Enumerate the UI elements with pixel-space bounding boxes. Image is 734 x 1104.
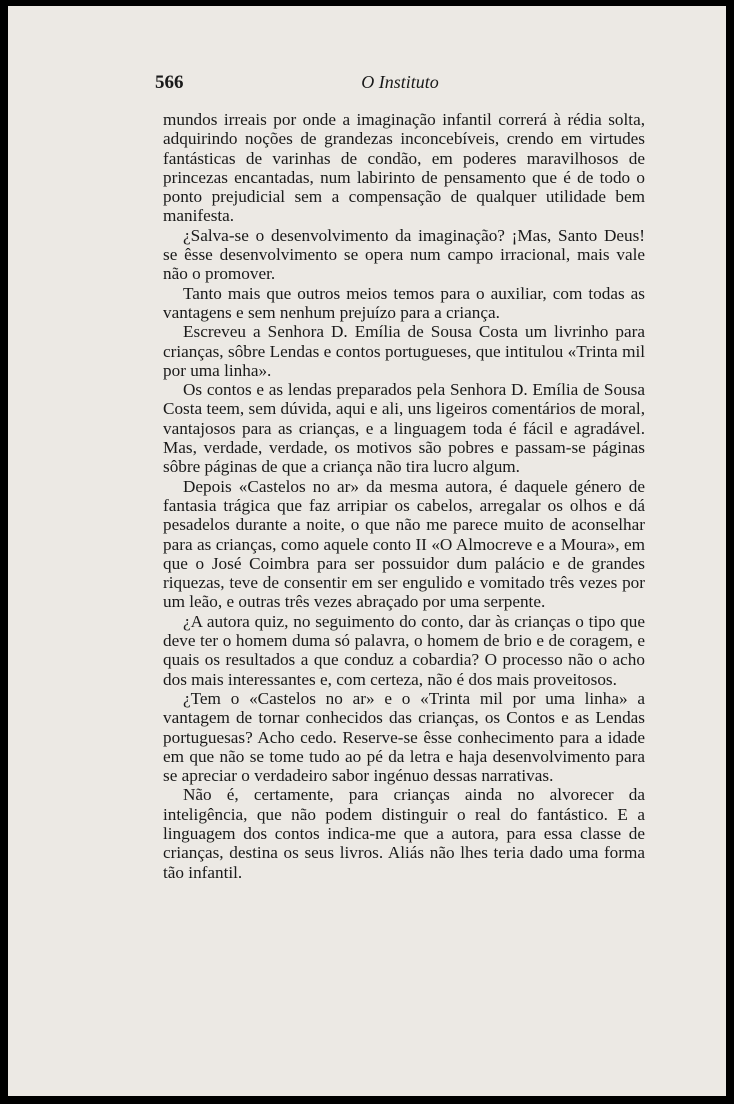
page-number: 566	[155, 72, 184, 93]
page-header	[155, 72, 645, 96]
paragraph-8: ¿Tem o «Castelos no ar» e o «Trinta mil por uma linha» a vantagem de tornar conhecidos das crianças, os Contos e as Lendas portuguesas? Acho cedo. Reserve-se êsse conhecimento para a idade em que não se tome tudo ao pé da letra e haja desenvolvimento para se apreciar o verdadeiro sabor ingénuo dessas narrativas.	[163, 688, 645, 786]
running-title: O Instituto	[361, 72, 439, 92]
paragraph-3: Tanto mais que outros meios temos para o auxiliar, com todas as vantagens e sem nenhum prejuízo para a criança.	[163, 283, 645, 322]
page-body	[163, 110, 645, 882]
paragraph-7: ¿A autora quiz, no seguimento do conto, dar às crianças o tipo que deve ter o homem duma só palavra, o homem de brio e de coragem, e quais os resultados a que conduz a cobardia? O processo não o acho dos mais interessantes e, com certeza, não é dos mais proveitosos.	[163, 611, 645, 689]
paragraph-9: Não é, certamente, para crianças ainda no alvorecer da inteligência, que não podem distinguir o real do fantástico. E a linguagem dos contos indica-me que a autora, para essa classe de crianças, destina os seus livros. Aliás não lhes teria dado uma forma tão infantil.	[163, 785, 645, 882]
paragraph-2: ¿Salva-se o desenvolvimento da imaginação? ¡Mas, Santo Deus! se êsse desenvolvimento se opera num campo irracional, mais vale não o promover.	[163, 225, 645, 284]
paragraph-5: Os contos e as lendas preparados pela Senhora D. Emília de Sousa Costa teem, sem dúvida, aqui e ali, uns ligeiros comentários de moral, vantajosos para as crianças, e a linguagem toda é fácil e agradável. Mas, verdade, verdade, os motivos são pobres e passam-se páginas sôbre páginas de que a criança não tira lucro algum.	[163, 380, 645, 477]
paragraph-4: Escreveu a Senhora D. Emília de Sousa Costa um livrinho para crianças, sôbre Lendas e contos portugueses, que intitulou «Trinta mil por uma linha».	[163, 322, 645, 380]
paragraph-1: mundos irreais por onde a imaginação infantil correrá à rédia solta, adquirindo noções de grandezas inconcebíveis, crendo em virtudes fantásticas de varinhas de condão, em poderes maravilhosos de princezas encantadas, num labirinto de pensamento que é de todo o ponto prejudicial sem a compensação de qualquer utilidade bem manifesta.	[163, 110, 645, 226]
paragraph-6: Depois «Castelos no ar» da mesma autora, é daquele género de fantasia trágica que faz arripiar os cabelos, arregalar os olhos e dá pesadelos durante a noite, o que não me parece muito de aconselhar para as crianças, como aquele conto II «O Almocreve e a Moura», em que o José Coimbra para ser possuidor dum palácio e de grandes riquezas, teve de consentir em ser engulido e vomitado três vezes por um leão, e outras três vezes abraçado por uma serpente.	[163, 476, 645, 612]
book-page	[8, 6, 726, 1096]
